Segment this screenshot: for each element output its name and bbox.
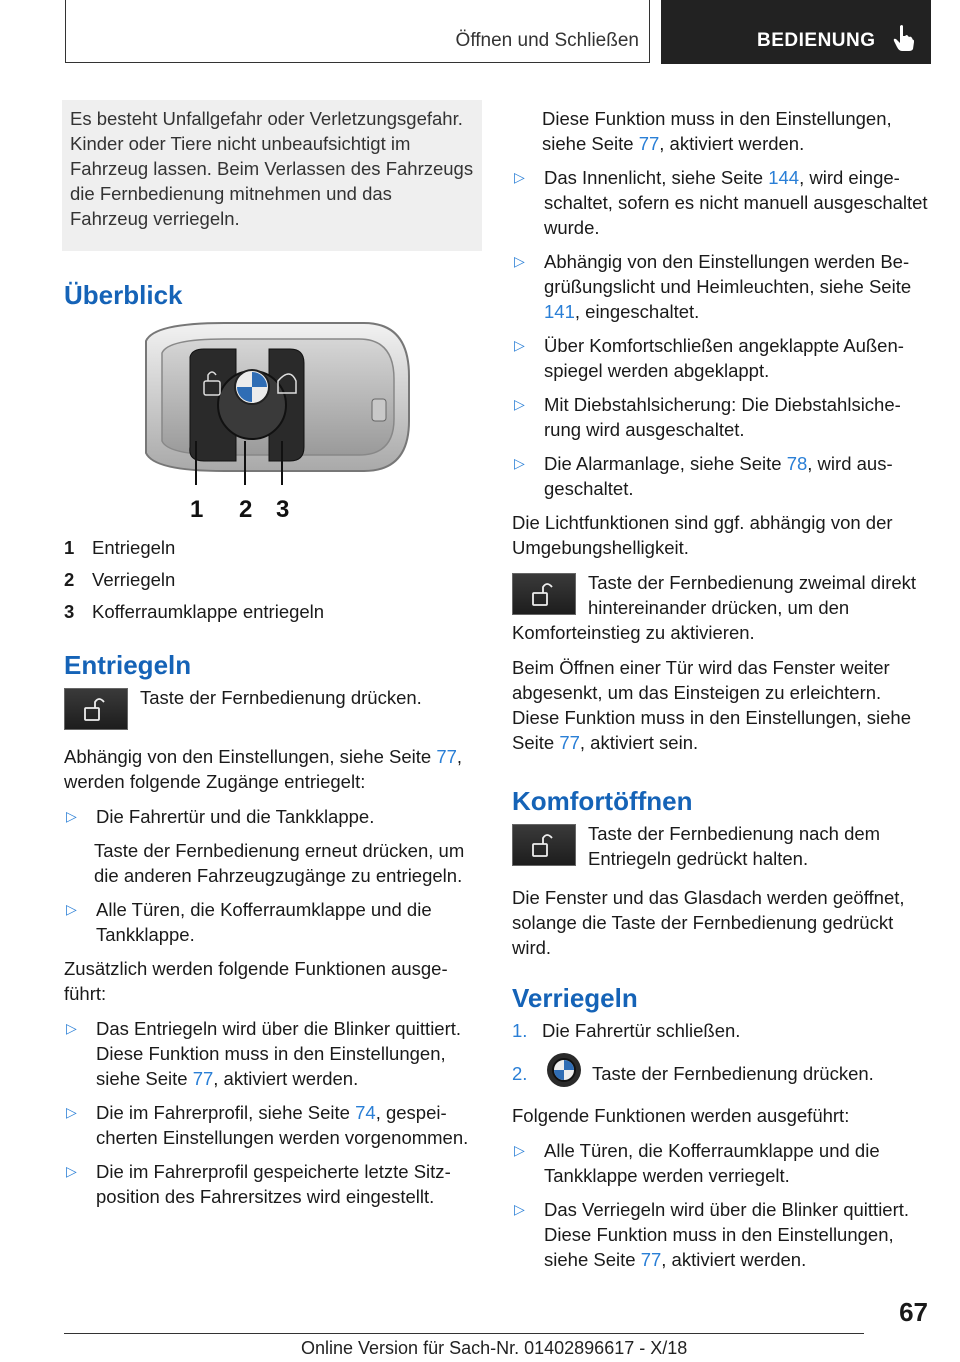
left-column: [64, 100, 482, 1218]
light-note: Die Lichtfunktionen sind ggf. abhängig von der Umgebungshelligkeit.: [512, 512, 893, 558]
comfort-open-row: Taste der Fernbedienung nach dem Entriegeln gedrückt halten.: [512, 821, 930, 871]
unlock-button-icon: [64, 688, 128, 730]
list-item: ▷ Die im Fahrerprofil gespeicherte letzte Sitzposition des Fahrersitzes wird eingestellt.: [66, 1161, 451, 1207]
step-item: 2. Taste der Fernbedienung drücken.: [512, 1052, 930, 1094]
triangle-bullet-icon: ▷: [514, 455, 525, 471]
legend-item: 3 Kofferraumklappe entriegeln: [64, 600, 325, 622]
list-item: ▷ Das Verriegeln wird über die Blinker quittiert. Diese Funktion muss in den Einstellungen, siehe Seite 77, aktiviert werden.: [514, 1199, 910, 1270]
page-number: 67: [899, 1297, 928, 1327]
list-item: ▷ Das Entriegeln wird über die Blinker quittiert. Diese Funktion muss in den Einstellungen, siehe Seite 77, aktiviert werden.: [66, 1018, 462, 1089]
callout-3: 3: [276, 496, 290, 521]
triangle-bullet-icon: ▷: [514, 396, 525, 412]
list-item: ▷ Das Innenlicht, siehe Seite 144, wird eingeschaltet, sofern es nicht manuell ausgeschaltet wurde.: [514, 167, 928, 238]
page-link[interactable]: 78: [786, 453, 808, 474]
triangle-bullet-icon: ▷: [514, 1142, 525, 1158]
lock-heading: Verriegeln: [512, 983, 638, 1013]
additional-functions: Zusätzlich werden folgende Funktionen ausgeführt:: [64, 958, 448, 1004]
window-note: Beim Öffnen einer Tür wird das Fenster weiter abgesenkt, um das Einsteigen zu erleichtern. Diese Funktion muss in den Einstellungen, siehe Seite 77, aktiviert sein.: [512, 657, 912, 753]
page-header: [65, 0, 931, 64]
triangle-bullet-icon: ▷: [66, 901, 77, 917]
unlock-heading: Entriegeln: [64, 650, 192, 680]
page-link[interactable]: 74: [355, 1102, 376, 1123]
comfort-open-heading: Komfortöffnen: [512, 786, 693, 816]
triangle-bullet-icon: ▷: [514, 337, 525, 353]
list-item: ▷ Alle Türen, die Kofferraumklappe und die Tankklappe werden verriegelt.: [514, 1140, 880, 1186]
callout-1: 1: [190, 496, 204, 521]
unlock-button-icon: [512, 573, 576, 615]
triangle-bullet-icon: ▷: [66, 808, 77, 824]
list-item: ▷ Abhängig von den Einstellungen werden Begrüßungslicht und Heimleuchten, siehe Seite 141, eingeschaltet.: [514, 251, 912, 322]
chapter-tab: [661, 0, 931, 64]
list-item-continuation: Taste der Fernbedienung erneut drücken, um die anderen Fahrzeugzugänge zu entriegeln.: [94, 840, 465, 886]
comfort-entry-row: Taste der Fernbedienung zweimal direkt hintereinander drücken, um den Komforteinstieg zu aktivieren.: [512, 572, 917, 643]
footer-divider: [64, 1333, 864, 1334]
warning-text: Es besteht Unfallgefahr oder Verletzungsgefahr. Kinder oder Tiere nicht unbeaufsichtigt im Fahrzeug lassen. Beim Verlassen des Fahrzeugs die Fernbedienung mitnehmen und das Fahrzeug verriegeln.: [70, 108, 474, 229]
page-link[interactable]: 77: [436, 746, 457, 767]
key-fob-figure: [64, 321, 482, 521]
section-tab: [65, 0, 650, 63]
bmw-logo-button-icon: [546, 1052, 582, 1094]
page-link[interactable]: 77: [192, 1068, 214, 1089]
figure-legend: [64, 531, 482, 627]
triangle-bullet-icon: ▷: [66, 1104, 77, 1120]
page-link[interactable]: 144: [768, 167, 800, 188]
section-title: Öffnen und Schließen: [455, 30, 639, 51]
chapter-title: BEDIENUNG: [757, 30, 876, 51]
following-functions: Folgende Funktionen werden ausgeführt:: [512, 1105, 850, 1126]
list-item: ▷ Die Fahrertür und die Tankklappe.: [66, 806, 375, 827]
pointing-hand-icon: [893, 24, 915, 58]
page-link[interactable]: 141: [544, 301, 575, 322]
triangle-bullet-icon: ▷: [514, 169, 525, 185]
triangle-bullet-icon: ▷: [514, 1201, 525, 1217]
comfort-open-note: Die Fenster und das Glasdach werden geöffnet, solange die Taste der Fernbedienung gedrückt wird.: [512, 887, 905, 958]
footer-text: Online Version für Sach-Nr. 01402896617 - X/18: [301, 1338, 688, 1358]
list-item: ▷ Alle Türen, die Kofferraumklappe und die Tankklappe.: [66, 899, 432, 945]
callout-2: 2: [239, 496, 253, 521]
unlock-instruction-row: Taste der Fernbedienung drücken.: [64, 685, 482, 734]
right-column: [512, 100, 930, 1281]
triangle-bullet-icon: ▷: [514, 253, 525, 269]
list-item: ▷ Mit Diebstahlsicherung: Die Diebstahlsicherung wird ausgeschaltet.: [514, 394, 901, 440]
legend-item: 2 Verriegeln: [64, 568, 176, 590]
triangle-bullet-icon: ▷: [66, 1020, 77, 1036]
key-fob-illustration: [64, 321, 482, 521]
legend-item: 1 Entriegeln: [64, 536, 176, 558]
triangle-bullet-icon: ▷: [66, 1163, 77, 1179]
list-item: ▷ Die im Fahrerprofil, siehe Seite 74, gespeicherten Einstellungen werden vorgenommen.: [66, 1102, 469, 1148]
page-link[interactable]: 77: [640, 1249, 662, 1270]
list-item: ▷ Die Alarmanlage, siehe Seite 78, wird ausgeschaltet.: [514, 453, 893, 499]
overview-heading: Überblick: [64, 280, 183, 310]
list-item-continuation: Diese Funktion muss in den Einstellungen, siehe Seite 77, aktiviert werden.: [542, 108, 892, 154]
step-item: 1. Die Fahrertür schließen.: [512, 1020, 741, 1041]
page-link[interactable]: 77: [559, 732, 580, 753]
unlock-intro: Abhängig von den Einstellungen, siehe Seite 77, werden folgende Zugänge entriegelt:: [64, 746, 463, 792]
warning-box: [62, 100, 482, 251]
page-link[interactable]: 77: [638, 133, 660, 154]
list-item: ▷ Über Komfortschließen angeklappte Außenspiegel werden abgeklappt.: [514, 335, 904, 381]
unlock-button-icon: [512, 824, 576, 866]
